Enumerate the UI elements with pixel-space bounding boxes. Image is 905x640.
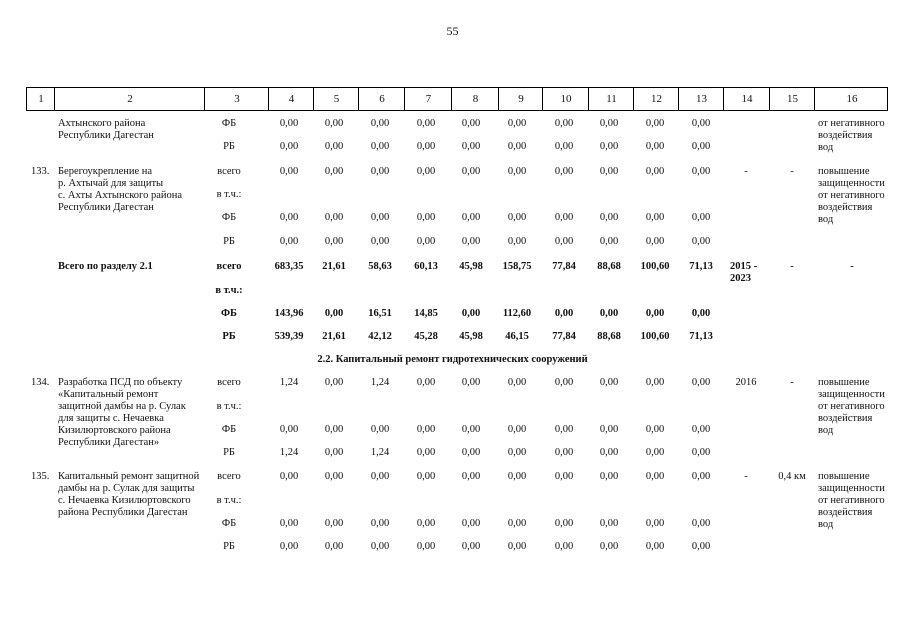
column-header-4: 4 [288, 93, 295, 105]
value-cell: 0,00 [279, 541, 299, 552]
effect-line: повышение [818, 166, 870, 177]
value-cell: 0,00 [416, 518, 436, 529]
effect-line: вод [818, 214, 834, 225]
row-label: в т.ч.: [216, 189, 242, 200]
value-cell: 0,00 [324, 141, 344, 152]
value-cell: 0,00 [599, 424, 619, 435]
value-cell: 42,12 [368, 331, 392, 342]
value-cell: 1,24 [370, 447, 390, 458]
value-cell: 0,00 [554, 471, 574, 482]
value-cell: 0,00 [691, 518, 711, 529]
item-name-line: Капитальный ремонт защитной [58, 471, 200, 482]
value-cell: 0,00 [370, 518, 390, 529]
effect-line: воздействия [818, 130, 873, 141]
row-label: ФБ [221, 518, 237, 529]
value-cell: 0,00 [691, 236, 711, 247]
value-cell: 0,00 [599, 541, 619, 552]
item-name-line: Республики Дагестан» [58, 437, 160, 448]
value-cell: 100,60 [640, 331, 670, 342]
value-cell: 0,00 [461, 236, 481, 247]
value-cell: 0,00 [507, 424, 527, 435]
value-cell: 45,98 [459, 261, 483, 272]
value-cell: 16,51 [368, 308, 392, 319]
column-header-5: 5 [333, 93, 340, 105]
value-cell: 60,13 [414, 261, 438, 272]
value-cell: 0,00 [324, 166, 344, 177]
value-cell: 0,00 [554, 541, 574, 552]
page-number: 55 [446, 24, 459, 38]
value-cell: 0,00 [507, 236, 527, 247]
value-cell: 0,00 [599, 377, 619, 388]
value-cell: 0,00 [461, 424, 481, 435]
value-cell: 0,00 [645, 236, 665, 247]
value-cell: 0,00 [645, 212, 665, 223]
value-cell: 0,00 [324, 424, 344, 435]
value-cell: 0,00 [645, 471, 665, 482]
item-name-line: р. Ахтычай для защиты [58, 178, 164, 189]
effect-line: от негативного [818, 118, 885, 129]
value-cell: 0,00 [324, 236, 344, 247]
value-cell: 0,00 [554, 118, 574, 129]
section-total-name: Всего по разделу 2.1 [58, 261, 153, 272]
item-name-line: Республики Дагестан [58, 130, 154, 141]
value-cell: 0,00 [599, 166, 619, 177]
effect-line: защищенности [818, 389, 885, 400]
column-header-1: 1 [38, 93, 44, 105]
value-cell: 0,00 [324, 118, 344, 129]
item-name-line: Республики Дагестан [58, 202, 154, 213]
value-cell: 0,00 [507, 541, 527, 552]
effect-line: от негативного [818, 401, 885, 412]
value-cell: 0,00 [507, 212, 527, 223]
value-cell: 0,00 [416, 424, 436, 435]
column-divider [498, 88, 499, 110]
column-divider [313, 88, 314, 110]
value-cell: 0,00 [507, 118, 527, 129]
value-cell: 0,00 [691, 377, 711, 388]
value-cell: 0,00 [691, 166, 711, 177]
length-cell: - [790, 166, 794, 177]
item-name-line: дамбы на р. Сулак для защиты [58, 483, 195, 494]
column-divider [814, 88, 815, 110]
value-cell: 0,00 [599, 212, 619, 223]
value-cell: 0,00 [416, 471, 436, 482]
row-label: ФБ [221, 308, 237, 319]
column-header-3: 3 [234, 93, 240, 105]
row-label: всего [217, 471, 241, 482]
effect-line: вод [818, 425, 834, 436]
value-cell: 0,00 [461, 118, 481, 129]
value-cell: 0,00 [554, 518, 574, 529]
value-cell: 0,00 [279, 212, 299, 223]
value-cell: 58,63 [368, 261, 392, 272]
value-cell: 0,00 [416, 166, 436, 177]
value-cell: 0,00 [599, 308, 619, 319]
column-divider [588, 88, 589, 110]
value-cell: 0,00 [691, 424, 711, 435]
value-cell: 0,00 [416, 541, 436, 552]
value-cell: 1,24 [370, 377, 390, 388]
value-cell: 0,00 [691, 308, 711, 319]
value-cell: 0,00 [507, 166, 527, 177]
value-cell: 0,00 [416, 141, 436, 152]
column-header-10: 10 [560, 93, 572, 105]
column-divider [204, 88, 205, 110]
value-cell: 0,00 [461, 141, 481, 152]
value-cell: 71,13 [689, 331, 713, 342]
value-cell: 0,00 [461, 518, 481, 529]
value-cell: 0,00 [599, 471, 619, 482]
value-cell: 0,00 [507, 518, 527, 529]
column-divider [451, 88, 452, 110]
effect-line: воздействия [818, 413, 873, 424]
value-cell: 1,24 [279, 377, 299, 388]
value-cell: 0,00 [370, 471, 390, 482]
value-cell: 0,00 [279, 166, 299, 177]
value-cell: 0,00 [554, 424, 574, 435]
value-cell: 0,00 [416, 447, 436, 458]
value-cell: 0,00 [324, 212, 344, 223]
value-cell: 683,35 [274, 261, 304, 272]
value-cell: 0,00 [324, 541, 344, 552]
value-cell: 0,00 [461, 541, 481, 552]
value-cell: 0,00 [645, 141, 665, 152]
value-cell: 0,00 [279, 236, 299, 247]
column-divider [404, 88, 405, 110]
section-heading: 2.2. Капитальный ремонт гидротехнических сооружений [317, 354, 588, 365]
row-label: всего [217, 377, 241, 388]
item-name-line: Берегоукрепление на [58, 166, 153, 177]
value-cell: 143,96 [274, 308, 304, 319]
value-cell: 0,00 [416, 118, 436, 129]
column-header-7: 7 [425, 93, 432, 105]
effect-line: от негативного [818, 495, 885, 506]
value-cell: 45,28 [414, 331, 438, 342]
value-cell: 0,00 [554, 308, 574, 319]
column-divider [769, 88, 770, 110]
column-header-2: 2 [127, 93, 133, 105]
value-cell: 0,00 [507, 447, 527, 458]
effect-line: защищенности [818, 178, 885, 189]
value-cell: 0,00 [554, 377, 574, 388]
value-cell: 0,00 [645, 518, 665, 529]
effect-line: воздействия [818, 507, 873, 518]
effect-cell: - [850, 261, 854, 272]
value-cell: 0,00 [645, 541, 665, 552]
column-header-8: 8 [472, 93, 479, 105]
column-header-15: 15 [787, 93, 798, 105]
effect-line: повышение [818, 471, 870, 482]
value-cell: 0,00 [507, 471, 527, 482]
value-cell: 0,00 [645, 166, 665, 177]
value-cell: 0,00 [599, 518, 619, 529]
value-cell: 0,00 [691, 118, 711, 129]
value-cell: 0,00 [645, 308, 665, 319]
value-cell: 0,00 [416, 212, 436, 223]
row-label: в т.ч.: [215, 285, 243, 296]
item-name-line: района Республики Дагестан [58, 507, 188, 518]
row-label: всего [217, 166, 241, 177]
item-number: 135. [31, 471, 50, 482]
value-cell: 0,00 [691, 141, 711, 152]
length-cell: - [790, 377, 794, 388]
period-line: 2023 [730, 273, 751, 284]
column-header-9: 9 [518, 93, 524, 105]
effect-line: повышение [818, 377, 870, 388]
value-cell: 0,00 [324, 447, 344, 458]
item-name-line: Разработка ПСД по объекту [58, 377, 183, 388]
value-cell: 0,00 [645, 424, 665, 435]
column-header-11: 11 [606, 93, 617, 105]
value-cell: 0,00 [461, 212, 481, 223]
value-cell: 0,00 [599, 447, 619, 458]
column-divider [54, 88, 55, 110]
row-label: ФБ [221, 212, 237, 223]
column-header-14: 14 [741, 93, 753, 105]
value-cell: 0,00 [370, 118, 390, 129]
row-label: в т.ч.: [216, 495, 242, 506]
value-cell: 112,60 [502, 308, 532, 319]
row-label: РБ [223, 447, 235, 458]
row-label: РБ [223, 141, 235, 152]
value-cell: 0,00 [279, 518, 299, 529]
value-cell: 0,00 [599, 118, 619, 129]
value-cell: 0,00 [554, 236, 574, 247]
value-cell: 0,00 [645, 118, 665, 129]
row-label: РБ [223, 236, 235, 247]
value-cell: 0,00 [279, 118, 299, 129]
value-cell: 0,00 [370, 166, 390, 177]
value-cell: 21,61 [322, 261, 346, 272]
item-name-line: защитной дамбы на р. Сулак [58, 401, 186, 412]
period-cell: 2016 [735, 377, 757, 388]
value-cell: 0,00 [324, 518, 344, 529]
column-header-12: 12 [651, 93, 662, 105]
row-label: всего [216, 261, 242, 272]
value-cell: 0,00 [554, 212, 574, 223]
row-label: ФБ [221, 424, 237, 435]
value-cell: 158,75 [502, 261, 532, 272]
value-cell: 0,00 [599, 141, 619, 152]
length-cell: 0,4 км [778, 471, 806, 482]
period-cell: - [744, 166, 748, 177]
effect-line: защищенности [818, 483, 885, 494]
item-number: 134. [31, 377, 50, 388]
value-cell: 0,00 [554, 141, 574, 152]
value-cell: 0,00 [324, 377, 344, 388]
value-cell: 0,00 [507, 141, 527, 152]
value-cell: 0,00 [279, 471, 299, 482]
item-name-line: Ахтынского района [58, 118, 146, 129]
value-cell: 1,24 [279, 447, 299, 458]
column-divider [678, 88, 679, 110]
column-divider [633, 88, 634, 110]
value-cell: 88,68 [597, 261, 621, 272]
item-number: 133. [31, 166, 50, 177]
value-cell: 0,00 [461, 471, 481, 482]
value-cell: 0,00 [461, 166, 481, 177]
column-divider [723, 88, 724, 110]
item-name-line: «Капитальный ремонт [58, 389, 159, 400]
table-header-row [26, 87, 888, 111]
value-cell: 0,00 [691, 541, 711, 552]
value-cell: 0,00 [554, 166, 574, 177]
item-name-line: с. Нечаевка Кизилюртовского [58, 495, 191, 506]
value-cell: 0,00 [324, 471, 344, 482]
value-cell: 46,15 [505, 331, 529, 342]
value-cell: 0,00 [645, 377, 665, 388]
column-divider [268, 88, 269, 110]
value-cell: 0,00 [370, 424, 390, 435]
value-cell: 0,00 [691, 447, 711, 458]
value-cell: 0,00 [691, 471, 711, 482]
effect-line: от негативного [818, 190, 885, 201]
value-cell: 45,98 [459, 331, 483, 342]
value-cell: 77,84 [552, 261, 576, 272]
value-cell: 0,00 [370, 212, 390, 223]
value-cell: 71,13 [689, 261, 713, 272]
value-cell: 0,00 [324, 308, 344, 319]
period-cell: - [744, 471, 748, 482]
row-label: ФБ [221, 118, 237, 129]
value-cell: 88,68 [597, 331, 621, 342]
column-header-6: 6 [379, 93, 385, 105]
row-label: в т.ч.: [216, 401, 242, 412]
value-cell: 14,85 [414, 308, 438, 319]
value-cell: 21,61 [322, 331, 346, 342]
value-cell: 0,00 [691, 212, 711, 223]
value-cell: 0,00 [279, 141, 299, 152]
value-cell: 0,00 [279, 424, 299, 435]
value-cell: 0,00 [461, 308, 481, 319]
row-label: РБ [222, 331, 236, 342]
item-name-line: Кизилюртовского района [58, 425, 171, 436]
value-cell: 100,60 [640, 261, 670, 272]
value-cell: 0,00 [599, 236, 619, 247]
item-name-line: для защиты с. Нечаевка [58, 413, 164, 424]
effect-line: воздействия [818, 202, 873, 213]
effect-line: вод [818, 519, 834, 530]
column-header-13: 13 [696, 93, 707, 105]
effect-line: вод [818, 142, 834, 153]
column-header-16: 16 [846, 93, 858, 105]
item-name-line: с. Ахты Ахтынского района [58, 190, 183, 201]
value-cell: 0,00 [461, 377, 481, 388]
value-cell: 0,00 [416, 236, 436, 247]
value-cell: 0,00 [645, 447, 665, 458]
column-divider [542, 88, 543, 110]
length-cell: - [790, 261, 794, 272]
value-cell: 0,00 [370, 141, 390, 152]
value-cell: 539,39 [274, 331, 304, 342]
value-cell: 0,00 [370, 236, 390, 247]
value-cell: 0,00 [370, 541, 390, 552]
value-cell: 0,00 [461, 447, 481, 458]
period-line: 2015 - [730, 261, 758, 272]
value-cell: 77,84 [552, 331, 576, 342]
value-cell: 0,00 [507, 377, 527, 388]
value-cell: 0,00 [554, 447, 574, 458]
column-divider [358, 88, 359, 110]
row-label: РБ [223, 541, 235, 552]
value-cell: 0,00 [416, 377, 436, 388]
